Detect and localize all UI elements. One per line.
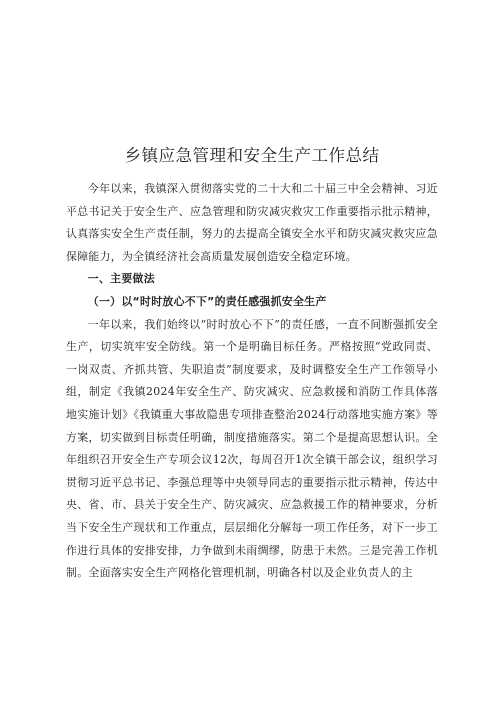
document-title: 乡镇应急管理和安全生产工作总结 [124, 146, 380, 165]
subsection-heading: （一）以“时时放心不下”的责任感强抓安全生产 [87, 294, 327, 308]
section-heading: 一、主要做法 [87, 272, 155, 286]
body-paragraph: 一年以来，我们始终以“时时放心不下”的责任感，一直不间断强抓安全生产，切实筑牢安全防线。第一个是明确目标任务。严格按照“党政同责、一岗双责、齐抓共管、失职追责”制度要求，及时调整安全生产工作领导小组，制定《我镇2024年安全生产、防灾减灾、应急救援和消防工作具体落地实施计划》《我镇重大事故隐患专项排查整治2024行动落地实施方案》等方案，切实做到目标责任明确，制度措施落实。第二个是提高思想认识。全年组织召开安全生产专项会议12次，每周召开1次全镇干部会议，组织学习贯彻习近平总书记、李强总理等中央领导同志的重要指示批示精神，传达中央、省、市、县关于安全生产、防灾减灾、应急救援工作的精神要求，分析当下安全生产现状和工作重点，层层细化分解每一项工作任务，对下一步工作进行具体的安排安排，力争做到未雨绸缪，防患于未然。三是完善工作机制。全面落实安全生产网格化管理机制，明确各村以及企业负责人的主 [66, 317, 438, 580]
intro-paragraph: 今年以来，我镇深入贯彻落实党的二十大和二十届三中全会精神、习近平总书记关于安全生产、应急管理和防灾减灾救灾工作重要指示批示精神，认真落实安全生产责任制，努力的去提高全镇安全水平和防灾减灾救灾应急保障能力，为全镇经济社会高质量发展创造安全稳定环境。 [66, 182, 438, 263]
